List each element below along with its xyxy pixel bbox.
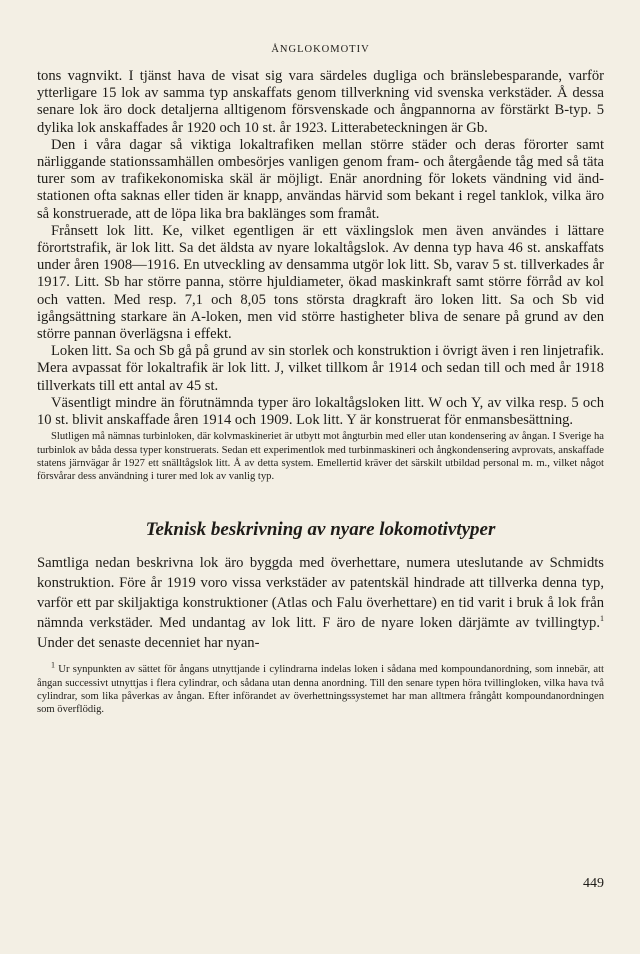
paragraph-4: Loken litt. Sa och Sb gå på grund av sin storlek och konstruktion i övrigt även i ren linjetrafik. Mera avpassat för lokaltrafik är lok litt. J, vilket tillkom år 1914 och sedan till och med år 1918 tillverkats till ett antal av 45 st.: [37, 343, 604, 394]
running-head: ÅNGLOKOMOTIV: [271, 44, 370, 55]
small-print-note: Slutligen må nämnas turbinloken, där kolvmaskineriet är utbytt mot ångturbin med eller utan kondensering av ångan. I Sverige ha turbinlok av båda dessa typer konstruerats. Sedan ett experimentlok med turbinmaskineri och ångkondensering avprovats, anskaffade statens järnvägar år 1927 ett snälltågslok litt. Å av detta system. Emellertid kräver det särskilt utbildad personal m. m., vilket något försvårar dess användning i turer med lok av vanlig typ.: [37, 431, 604, 483]
section-heading: Teknisk beskrivning av nyare lokomotivtyper: [145, 519, 496, 541]
section-paragraph-continuation: Under det senaste decenniet har nyan-: [37, 635, 260, 652]
paragraph-3: Frånsett lok litt. Ke, vilket egentligen är ett växlingslok men även användes i lättare förortstrafik, är lok litt. Sa det äldsta av nyare lokaltågslok. Av denna typ hava 46 st. anskaffats under åren 1908—1916. En utveckling av densamma utgör lok litt. Sb, varav 5 st. tillverkades år 1917. Litt. Sb har större panna, större hjuldiameter, ökad maskinkraft samt större förråd av kol och vatten. Med resp. 7,1 och 8,05 tons största dragkraft äro loken litt. Sa och Sb vid igångsättning starkare än A-loken, men vid större hastigheter bliva de senare på grund av den större pannan överlägsna i effekt.: [37, 222, 604, 343]
footnote-marker: 1: [51, 660, 55, 670]
paragraph-1: tons vagnvikt. I tjänst hava de visat sig vara särdeles dugliga och bränslebesparande, varför ytterligare 15 lok av samma typ anskaffats genom tillverkning vid svenska verkstäder. Å dessa senare lok äro dock detaljerna alltigenom försvenskade och ångpannorna av förstärkt B-typ. 5 dylika lok anskaffades år 1920 och 10 st. år 1923. Litterabeteckningen är Gb.: [37, 68, 604, 136]
body-text: [37, 68, 604, 717]
section-paragraph: [37, 553, 604, 653]
section-paragraph-text: Samtliga nedan beskrivna lok äro byggda med överhettare, numera uteslutande av Schmidts konstruktion. Före år 1919 voro vissa verkstäder av patentskäl hindrade att tillverka denna typ, varför ett par skiljaktiga konstruktioner (Atlas och Falu överhettare) en tid varit i bruk å lok från nämnda verkstäder. Med undantag av lok litt. F äro de nyare loken därjämte av tvillingtyp.: [37, 555, 604, 632]
book-page: [37, 0, 604, 954]
footnote-text: Ur synpunkten av sättet för ångans utnyttjande i cylindrarna indelas loken i sådana med kompoundanordning, som innebär, att ångan successivt utnyttjas i flera cylindrar, och sådana utan denna anordning. Till den senare typen höra tvillingloken, vilka hava två cylindrar, som lika påverkas av ångan. Efter införandet av överhettningssystemet har man alltmera frångått kompoundanordningen som överflödig.: [37, 664, 604, 716]
paragraph-2: Den i våra dagar så viktiga lokaltrafiken mellan större städer och deras förorter samt närliggande stationssamhällen ombesörjes vanligen genom fram- och återgående tåg med så täta turer som av trafikekonomiska skäl är möjligt. Enär anordning för lokets vändning vid ändstationen ofta saknas eller tiden är knapp, användas härvid som bekant i regel tanklok, vilka äro så konstruerade, att de löpa lika bra baklänges som framåt.: [37, 136, 604, 222]
paragraph-5: Väsentligt mindre än förutnämnda typer äro lokaltågsloken litt. W och Y, av vilka resp. 5 och 10 st. blivit anskaffade åren 1914 och 1909. Lok litt. Y är konstruerat för enmansbesättning.: [37, 394, 604, 429]
footnote-reference: 1: [600, 614, 604, 624]
footnote: [37, 660, 604, 716]
page-number: 449: [583, 876, 604, 891]
